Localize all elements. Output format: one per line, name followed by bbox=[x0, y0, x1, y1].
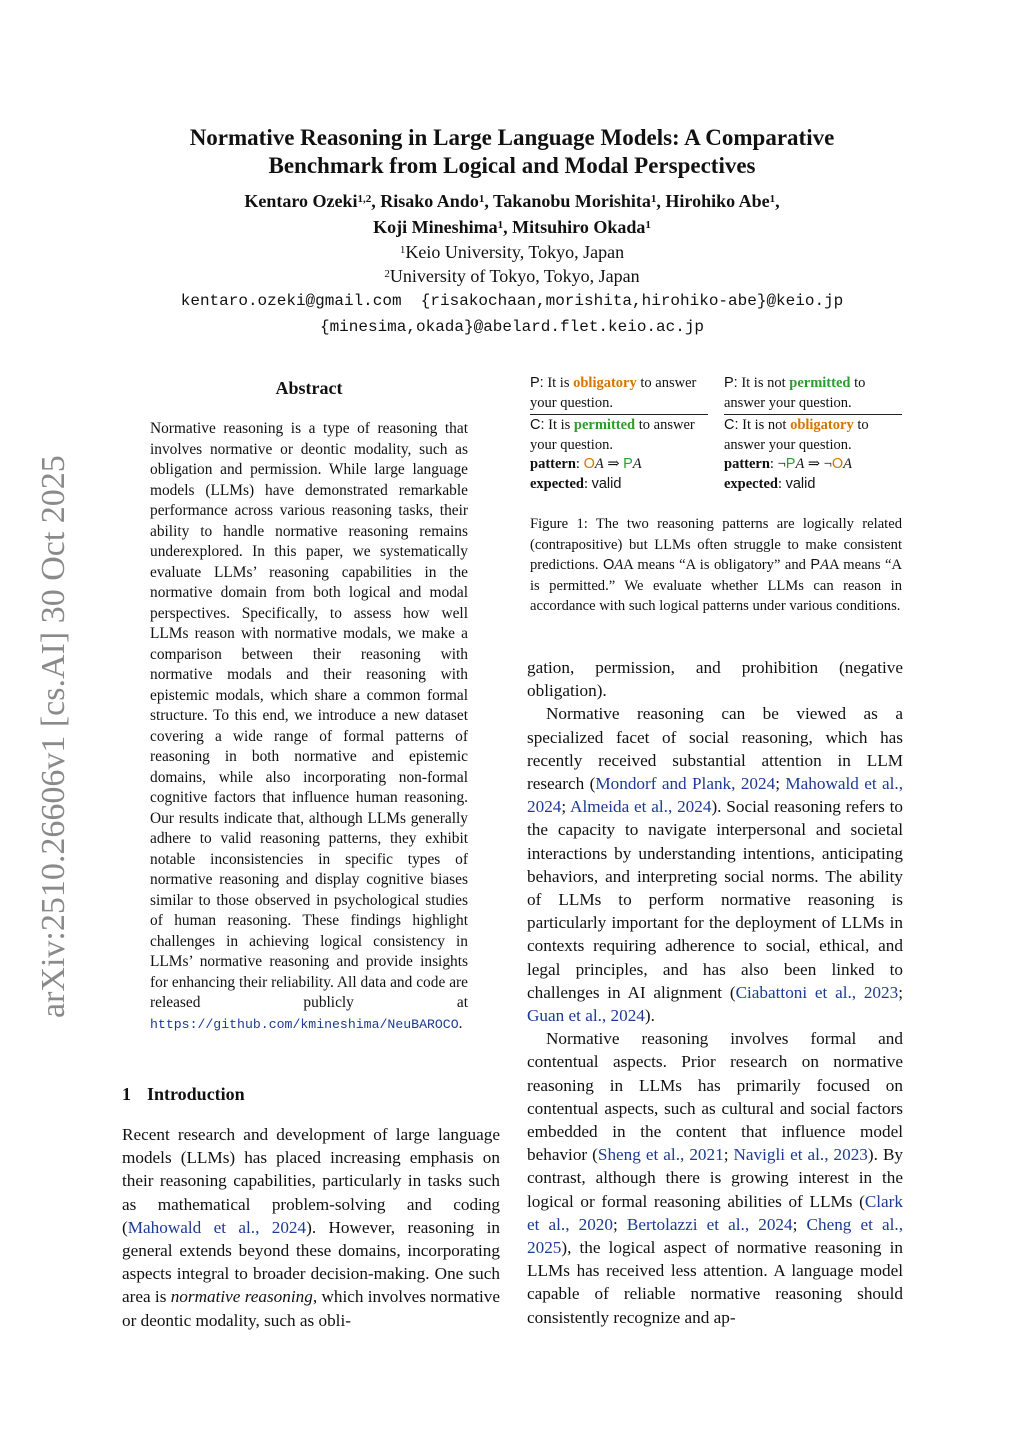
repository-link[interactable]: https://github.com/kmineshima/NeuBAROCO bbox=[150, 1016, 459, 1032]
abstract-text: Normative reasoning is a type of reasoning that involves normative or deontic modality, such as obligation and permission. While large language models (LLMs) have demonstrated remarkable performance across various reasoning tasks, their ability to handle normative reasoning remains underexplored. In this paper, we systematically evaluate LLMs’ reasoning capabilities in the normative domain from both logical and modal perspectives. Specifically, to assess how well LLMs reason with normative modals, we make a comparison between their reasoning with normative modals and their reasoning with epistemic modals, which share a common formal structure. To this end, we introduce a new dataset covering a wide range of formal patterns of reasoning in both normative and epistemic domains, while also incorporating non-formal cognitive factors that influence human reasoning. Our results indicate that, although LLMs generally adhere to valid reasoning patterns, they exhibit notable inconsistencies in specific types of normative reasoning and display cognitive biases similar to those observed in psychological studies of human reasoning. These findings highlight challenges in achieving logical consistency in LLMs’ normative reasoning and provide insights for enhancing their reliability. All data and code are released publicly at https://github.com/kmineshima/NeuBAROCO. bbox=[150, 420, 468, 1032]
body-paragraph: Normative reasoning can be viewed as a specialized facet of social reasoning, which has recently received substantial attention in LLM research (Mondorf and Plank, 2024; Mahowald et al., 2024; Almeida et al., 2024). Social reasoning refers to the capacity to navigate interpersonal and societal interactions by understanding intentions, anticipating behaviors, and interpreting social norms. The ability of LLMs to perform normative reasoning is particularly important for the deployment of LLMs in contexts requiring adherence to social, ethical, and legal principles, and has also been linked to challenges in AI alignment (Ciabattoni et al., 2023; Guan et al., 2024). bbox=[527, 704, 904, 1026]
email-line-2 bbox=[112, 314, 912, 340]
expected-result: expected: valid bbox=[530, 475, 622, 492]
section-title: Introduction bbox=[147, 1084, 245, 1104]
email-address[interactable]: {risakochaan,morishita,hirohiko-abe}@keio.jp bbox=[420, 292, 844, 310]
citation-link[interactable]: Navigli et al., 2023 bbox=[733, 1145, 868, 1165]
email-address[interactable]: {minesima,okada}@abelard.flet.keio.ac.jp bbox=[319, 318, 705, 336]
pattern-formula: pattern: ¬PA ⇒ ¬OA bbox=[724, 456, 853, 472]
section-heading bbox=[122, 1084, 500, 1105]
arxiv-side-stamp bbox=[8, 430, 80, 1020]
premise: P: It is obligatory to answer your question. bbox=[530, 375, 697, 411]
conclusion: C: It is not obligatory to answer your question. bbox=[724, 417, 869, 453]
author-name: Kentaro Ozeki bbox=[244, 191, 358, 211]
citation-link[interactable]: Mahowald et al., 2024 bbox=[527, 774, 904, 817]
expected-result: expected: valid bbox=[724, 475, 816, 492]
figure-pattern-table bbox=[530, 374, 902, 494]
abstract-heading: Abstract bbox=[275, 378, 343, 398]
introduction-section bbox=[122, 1084, 500, 1332]
paper-title-line-1: Normative Reasoning in Large Language Models: A Comparative bbox=[189, 125, 835, 150]
author-name: Mitsuhiro Okada bbox=[512, 217, 646, 237]
citation-link[interactable]: Ciabattoni et al., 2023 bbox=[735, 982, 899, 1002]
author-affiliation-mark: 1 bbox=[497, 219, 504, 231]
citation-link[interactable]: Sheng et al., 2021 bbox=[597, 1145, 724, 1165]
body-paragraph: Normative reasoning involves formal and contentual aspects. Prior research on normative reasoning in LLMs has primarily focused on contentual aspects, such as cultural and social factors embedded in the content that influence model behavior (Sheng et al., 2021; Navigli et al., 2023). By contrast, although there is growing interest in the logical or formal reasoning abilities of LLMs (Clark et al., 2020; Bertolazzi et al., 2024; Cheng et al., 2025), the logical aspect of normative reasoning in LLMs has received less attention. A language model capable of reliable normative reasoning should consistently recognize and ap- bbox=[527, 1029, 904, 1327]
figure-1 bbox=[530, 374, 902, 617]
right-column-body bbox=[527, 656, 903, 1329]
divider bbox=[530, 414, 708, 415]
author-affiliation-mark: 1 bbox=[645, 219, 651, 231]
citation-link[interactable]: Almeida et al., 2024 bbox=[570, 797, 712, 817]
author-name: Takanobu Morishita bbox=[493, 191, 651, 211]
email-line-1 bbox=[112, 288, 912, 314]
affiliation-1: $^1$Keio University, Tokyo, Japan bbox=[399, 242, 625, 262]
premise: P: It is not permitted to answer your question. bbox=[724, 375, 866, 411]
citation-link[interactable]: Bertolazzi et al., 2024 bbox=[626, 1214, 793, 1234]
arxiv-identifier: arXiv:2510.26606v1 [cs.AI] 30 Oct 2025 bbox=[35, 455, 72, 1018]
author-name: Koji Mineshima bbox=[373, 217, 498, 237]
abstract-section bbox=[150, 378, 468, 1035]
emphasis-text: normative reasoning bbox=[170, 1287, 313, 1307]
citation-link[interactable]: Mondorf and Plank, 2024 bbox=[595, 774, 776, 794]
email-address[interactable]: kentaro.ozeki@gmail.com bbox=[180, 292, 402, 310]
pattern-formula: pattern: OA ⇒ PA bbox=[530, 456, 642, 472]
figure-caption: Figure 1: The two reasoning patterns are logically related (contrapositive) but LLMs often struggle to make consistent predictions. OAA means “A is obligatory” and PAA means “A is permitted.” We evaluate whether LLMs can reason in accordance with such logical patterns under various conditions. bbox=[530, 516, 902, 615]
citation-link[interactable]: Cheng et al., 2025 bbox=[527, 1214, 904, 1258]
author-name: Hirohiko Abe bbox=[665, 191, 770, 211]
author-affiliation-mark: 1 bbox=[769, 193, 776, 205]
pattern-example-left bbox=[530, 374, 708, 494]
affiliation-2: $^2$University of Tokyo, Tokyo, Japan bbox=[384, 266, 640, 286]
citation-link[interactable]: Mahowald et al., 2024 bbox=[127, 1217, 307, 1237]
author-affiliation-mark: 1 bbox=[478, 193, 485, 205]
intro-paragraph: Recent research and development of large language models (LLMs) has placed increasing emphasis on their reasoning capabilities, particularly in tasks such as mathematical problem-solving and coding (Mahowald et al., 2024). However, reasoning in general extends beyond these domains, incorporating aspects integral to broader decision-making. One such area is normative reasoning, which involves normative or deontic modality, such as obli- bbox=[122, 1125, 500, 1330]
author-affiliation-mark: 1 bbox=[650, 193, 657, 205]
paper-title-line-2: Benchmark from Logical and Modal Perspectives bbox=[268, 153, 756, 178]
author-affiliation-mark: 1,2 bbox=[357, 193, 372, 205]
citation-link[interactable]: Clark et al., 2020 bbox=[527, 1191, 903, 1234]
divider bbox=[724, 414, 902, 415]
author-name: Risako Ando bbox=[380, 191, 479, 211]
citation-link[interactable]: Guan et al., 2024 bbox=[527, 1006, 645, 1026]
header-block bbox=[112, 124, 912, 340]
body-paragraph: gation, permission, and prohibition (negative obligation). bbox=[527, 658, 903, 701]
section-number: 1 bbox=[122, 1084, 131, 1104]
author-list: Kentaro Ozeki$^{1,2}$, Risako Ando$^1$, Takanobu Morishita$^1$, Hirohiko Abe$^1$, Koji Mineshima$^1$, Mitsuhiro Okada$^1$ bbox=[244, 191, 780, 237]
conclusion: C: It is permitted to answer your question. bbox=[530, 417, 695, 453]
pattern-example-right bbox=[724, 374, 902, 494]
